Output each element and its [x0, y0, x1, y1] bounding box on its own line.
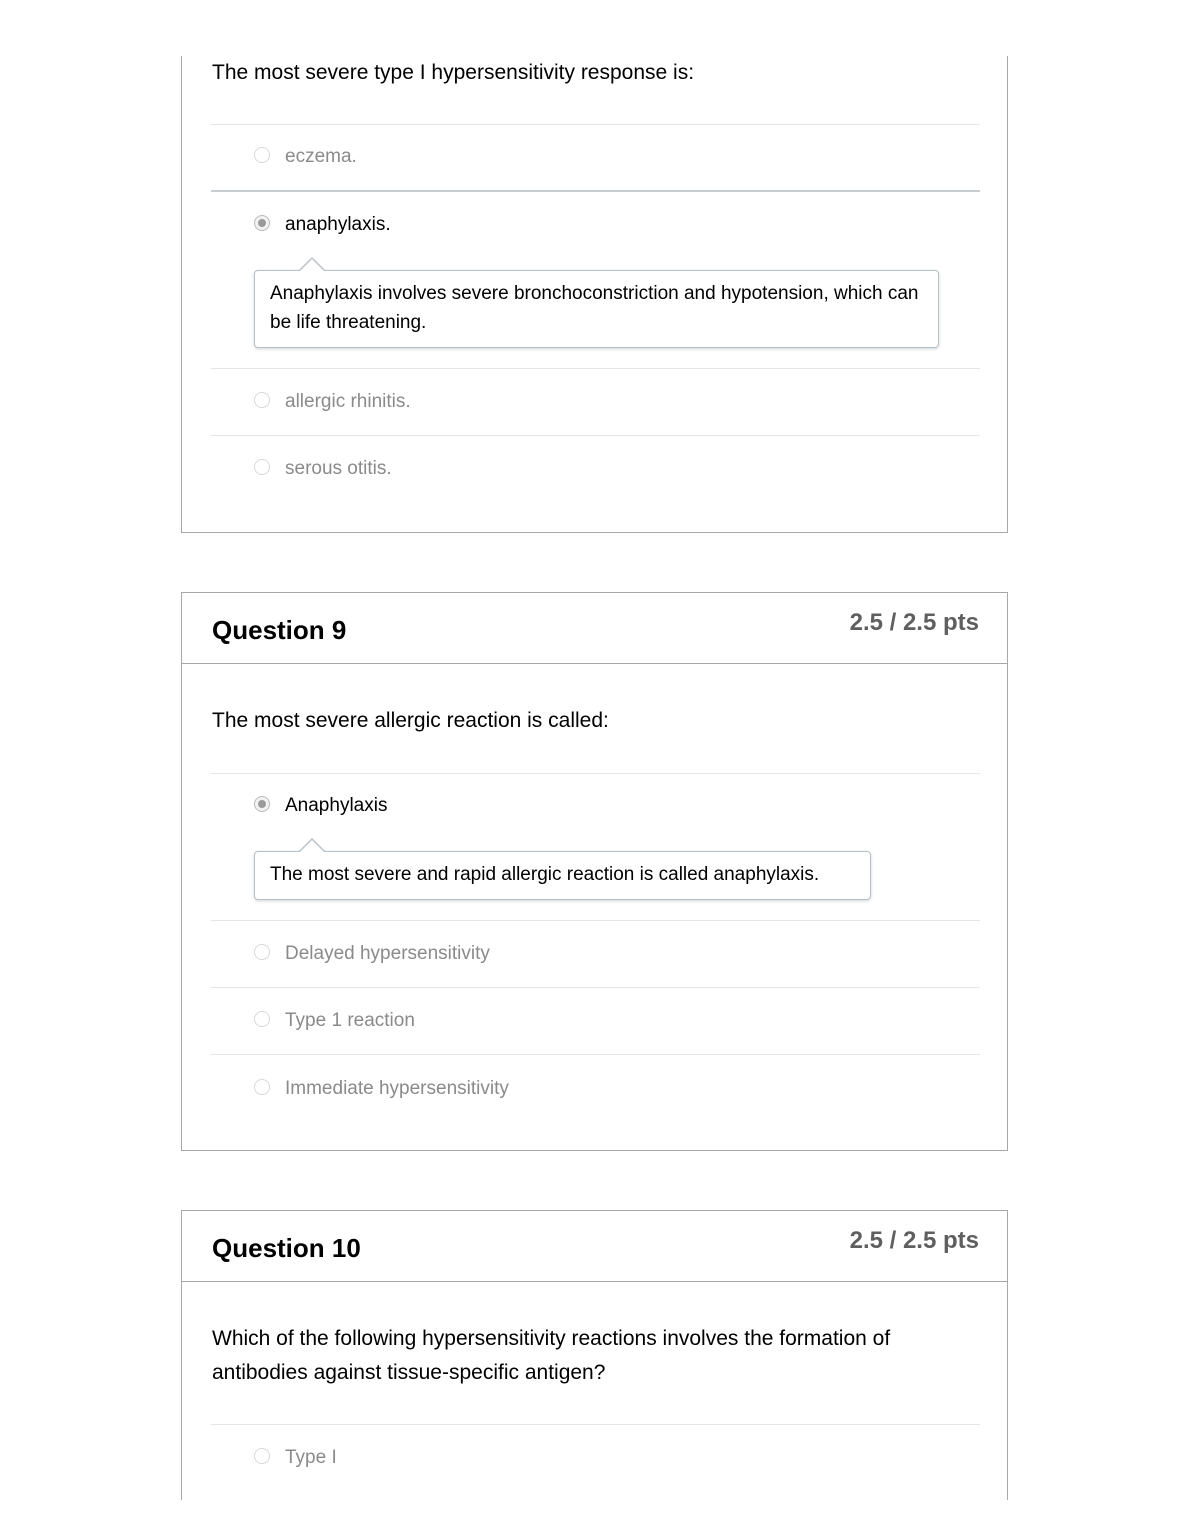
answer-option[interactable]	[254, 1443, 337, 1473]
answer-option[interactable]	[254, 142, 357, 172]
radio-button[interactable]	[254, 459, 270, 475]
radio-button[interactable]	[254, 1448, 270, 1464]
radio-button[interactable]	[254, 392, 270, 408]
answer-comment: The most severe and rapid allergic reaction is called anaphylaxis.	[254, 851, 871, 900]
radio-button-checked[interactable]	[254, 215, 270, 231]
divider	[211, 987, 980, 988]
answer-option[interactable]	[254, 1006, 415, 1036]
radio-button[interactable]	[254, 944, 270, 960]
question-title: Question 10	[212, 1233, 361, 1263]
answer-label: Immediate hypersensitivity	[285, 1078, 509, 1099]
answer-label: Anaphylaxis	[285, 795, 388, 816]
question-text: Which of the following hypersensitivity reactions involves the formation of antibodies against tissue-specific antigen?	[212, 1327, 891, 1384]
question-8-card	[181, 56, 1008, 533]
question-points: 2.5 / 2.5 pts	[849, 609, 979, 636]
divider	[211, 773, 980, 774]
answer-option[interactable]	[254, 387, 411, 417]
answer-option-selected[interactable]	[254, 791, 387, 821]
answer-comment: Anaphylaxis involves severe bronchoconstriction and hypotension, which can be life threatening.	[254, 270, 939, 348]
question-header	[182, 1211, 1007, 1282]
answer-label: Type I	[285, 1447, 337, 1468]
question-9-card	[181, 592, 1008, 1151]
radio-button[interactable]	[254, 1011, 270, 1027]
divider	[211, 1054, 980, 1055]
radio-button-checked[interactable]	[254, 796, 270, 812]
divider	[211, 124, 980, 125]
question-points: 2.5 / 2.5 pts	[849, 1227, 979, 1254]
answer-label: anaphylaxis.	[285, 214, 391, 235]
question-text: The most severe type I hypersensitivity response is:	[212, 61, 695, 84]
divider	[211, 190, 980, 192]
radio-button[interactable]	[254, 1079, 270, 1095]
answer-label: allergic rhinitis.	[285, 391, 411, 412]
answer-label: Type 1 reaction	[285, 1010, 415, 1031]
answer-option[interactable]	[254, 454, 392, 484]
question-10-card	[181, 1210, 1008, 1500]
radio-button[interactable]	[254, 147, 270, 163]
answer-label: eczema.	[285, 146, 357, 167]
divider	[211, 435, 980, 436]
answer-label: serous otitis.	[285, 458, 392, 479]
divider	[211, 1424, 980, 1425]
question-text: The most severe allergic reaction is called:	[212, 709, 609, 732]
answer-option-selected[interactable]	[254, 210, 391, 240]
question-header	[182, 593, 1007, 664]
divider	[211, 368, 980, 369]
divider	[211, 920, 980, 921]
answer-option[interactable]	[254, 1074, 509, 1104]
answer-label: Delayed hypersensitivity	[285, 943, 490, 964]
question-title: Question 9	[212, 615, 347, 645]
answer-option[interactable]	[254, 939, 490, 969]
